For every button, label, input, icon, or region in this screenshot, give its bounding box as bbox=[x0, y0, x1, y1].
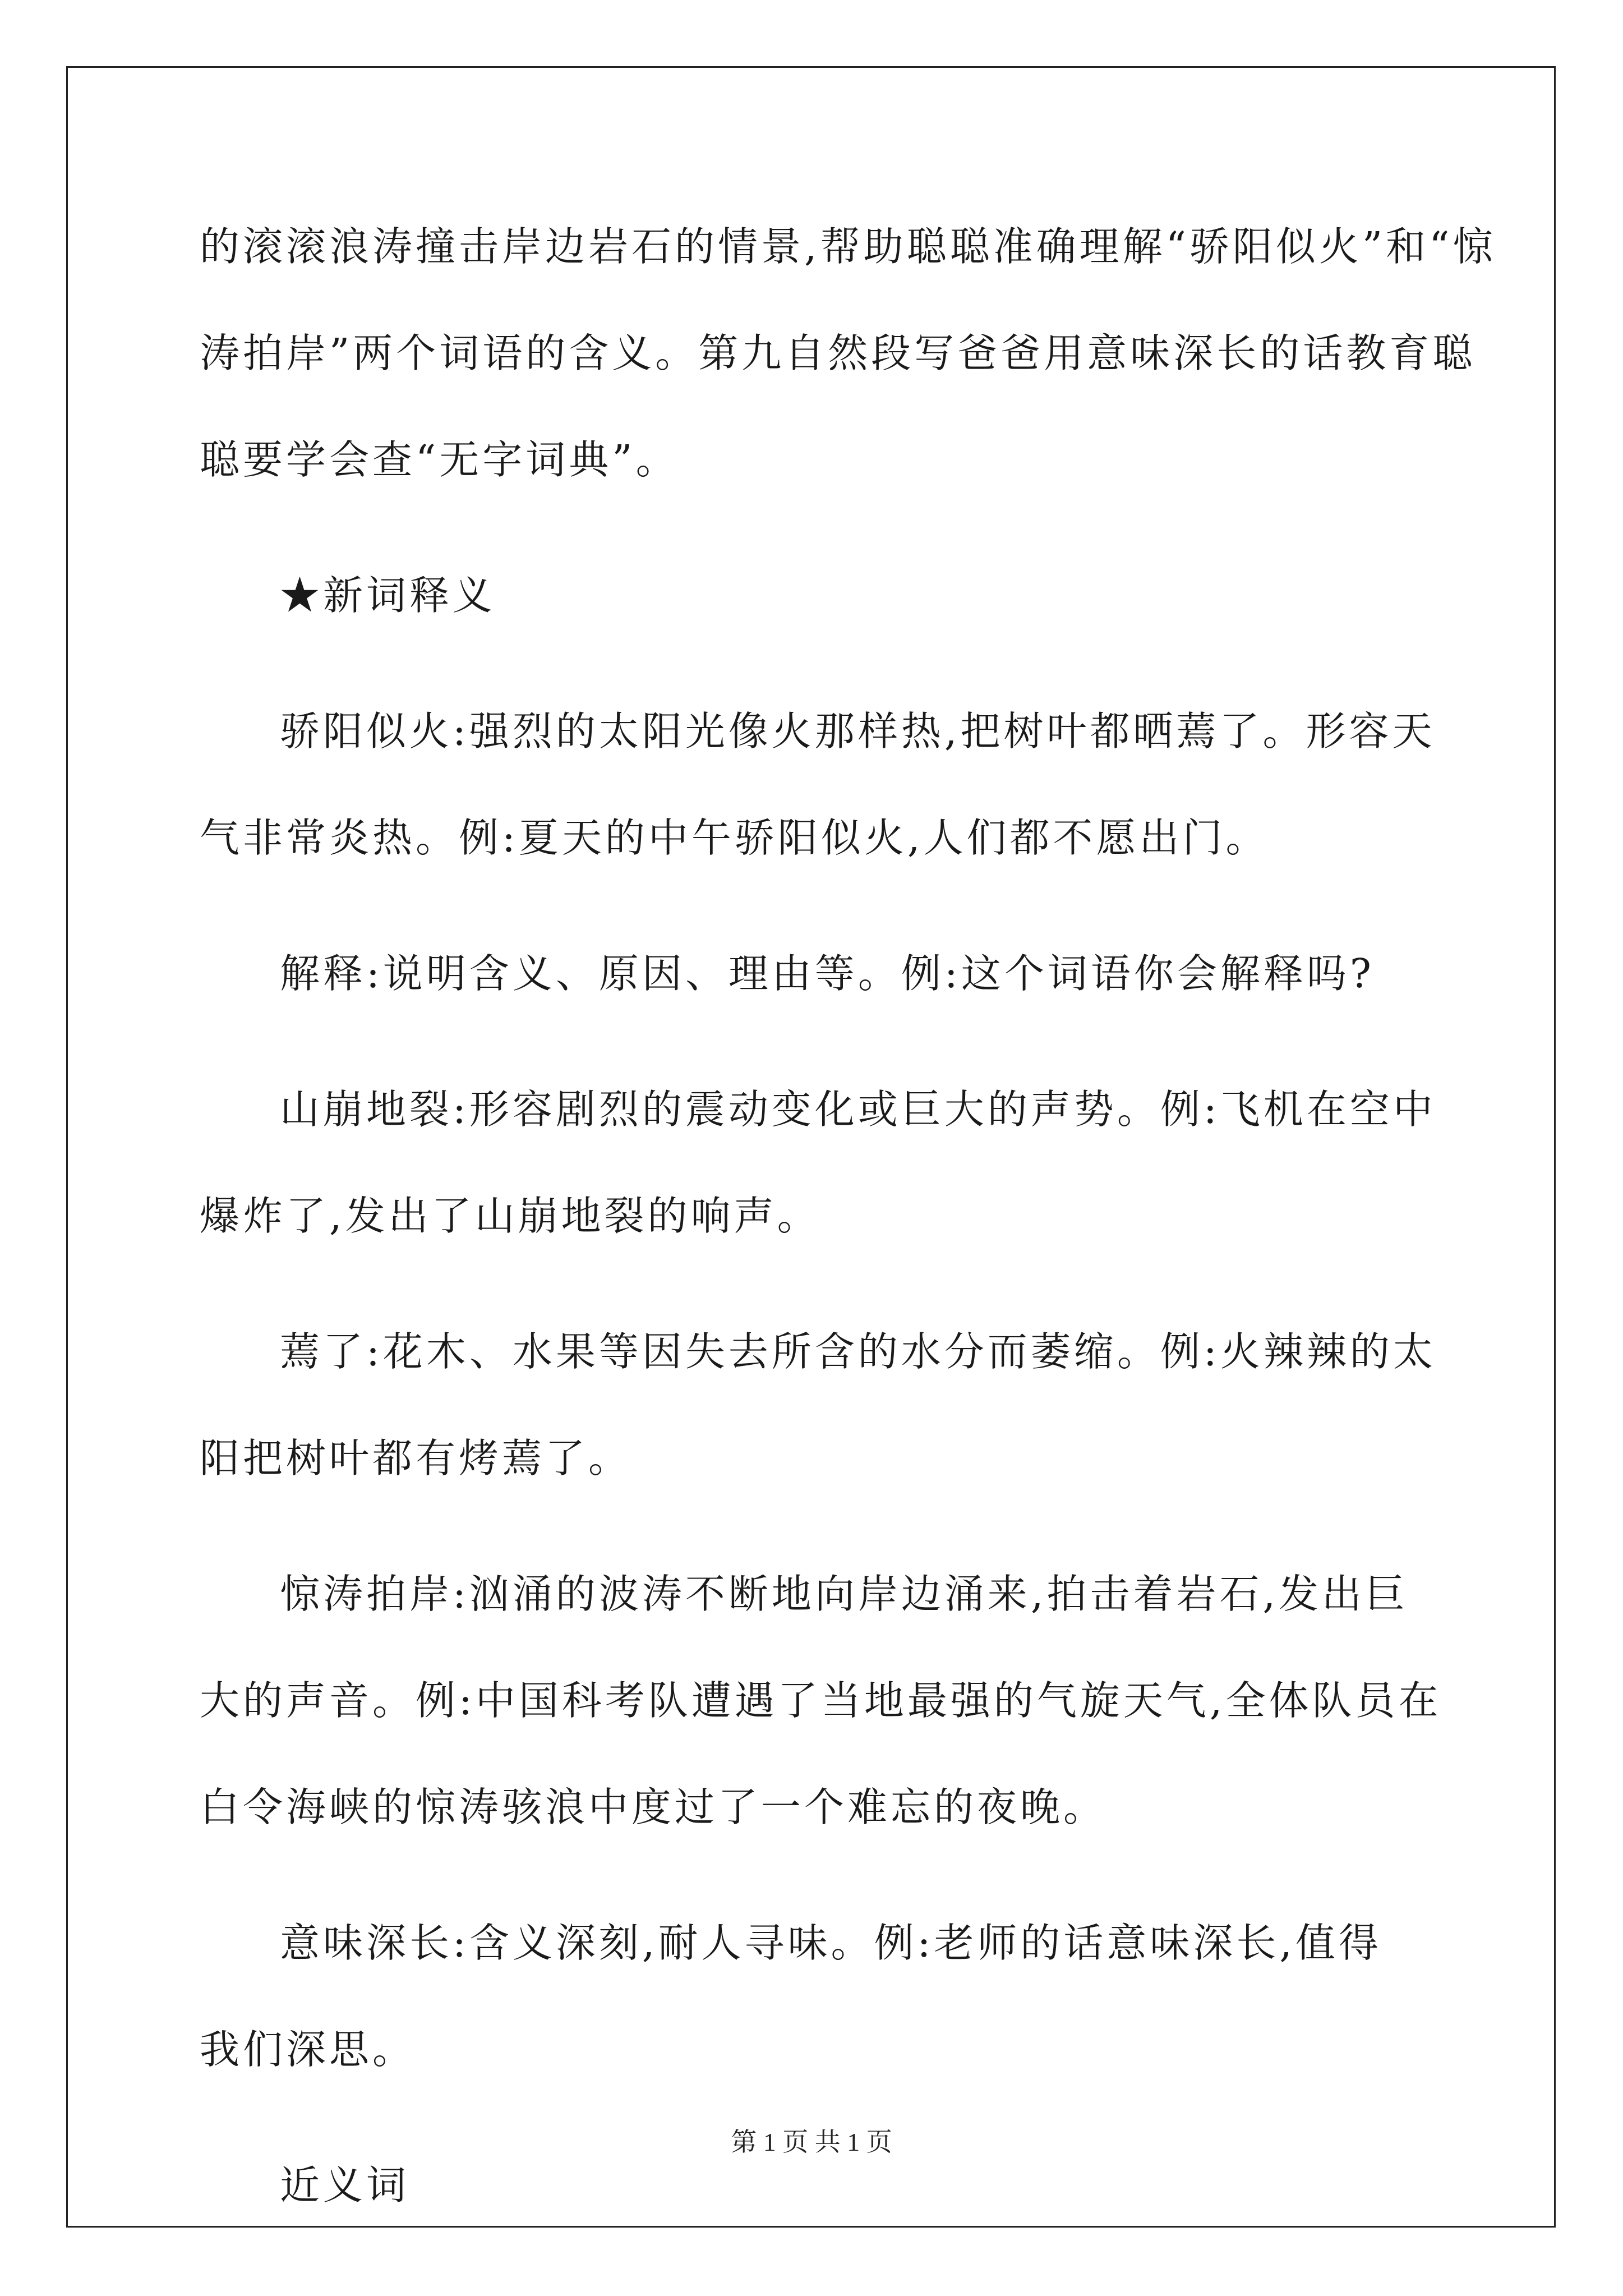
definition-entry bbox=[200, 1890, 1428, 2103]
text-line: 骄阳似火:强烈的太阳光像火那样热,把树叶都晒蔫了。形容天 bbox=[280, 708, 1436, 754]
text-line: 气非常炎热。例:夏天的中午骄阳似火,人们都不愿出门。 bbox=[200, 815, 1269, 861]
text-line: 白令海峡的惊涛骇浪中度过了一个难忘的夜晚。 bbox=[200, 1784, 1107, 1830]
text-line: 意味深长:含义深刻,耐人寻味。例:老师的话意味深长,值得 bbox=[280, 1920, 1382, 1966]
text-line: 解释:说明含义、原因、理由等。例:这个词语你会解释吗? bbox=[280, 950, 1375, 997]
text-line: 蔫了:花木、水果等因失去所含的水分而萎缩。例:火辣辣的太 bbox=[280, 1328, 1436, 1375]
subheading: 近义词 bbox=[280, 2162, 410, 2208]
text-line: 大的声音。例:中国科考队遭遇了当地最强的气旋天气,全体队员在 bbox=[200, 1677, 1442, 1724]
definition-entry bbox=[200, 921, 1428, 1027]
text-line: 惊涛拍岸:汹涌的波涛不断地向岸边涌来,拍击着岩石,发出巨 bbox=[280, 1571, 1409, 1617]
text-line: 涛拍岸”两个词语的含义。第九自然段写爸爸用意味深长的话教育聪 bbox=[200, 330, 1476, 376]
section-heading: ★新词释义 bbox=[280, 572, 496, 619]
definition-entry bbox=[200, 1299, 1436, 1512]
document-body bbox=[200, 194, 1496, 2268]
intro-paragraph bbox=[200, 194, 1496, 513]
definition-entry bbox=[200, 678, 1436, 891]
text-line: 的滚滚浪涛撞击岸边岩石的情景,帮助聪聪准确理解“骄阳似火”和“惊 bbox=[200, 223, 1496, 270]
definition-entry bbox=[200, 1541, 1442, 1861]
text-line: 我们深思。 bbox=[200, 2026, 416, 2073]
definition-entry bbox=[200, 1056, 1436, 1269]
text-line: 爆炸了,发出了山崩地裂的响声。 bbox=[200, 1193, 820, 1239]
page-number: 第 1 页 共 1 页 bbox=[731, 2128, 892, 2156]
text-line: 聪要学会查“无字词典”。 bbox=[200, 436, 679, 483]
text-line: 山崩地裂:形容剧烈的震动变化或巨大的声势。例:飞机在空中 bbox=[280, 1086, 1436, 1133]
text-line: 阳把树叶都有烤蔫了。 bbox=[200, 1435, 632, 1481]
